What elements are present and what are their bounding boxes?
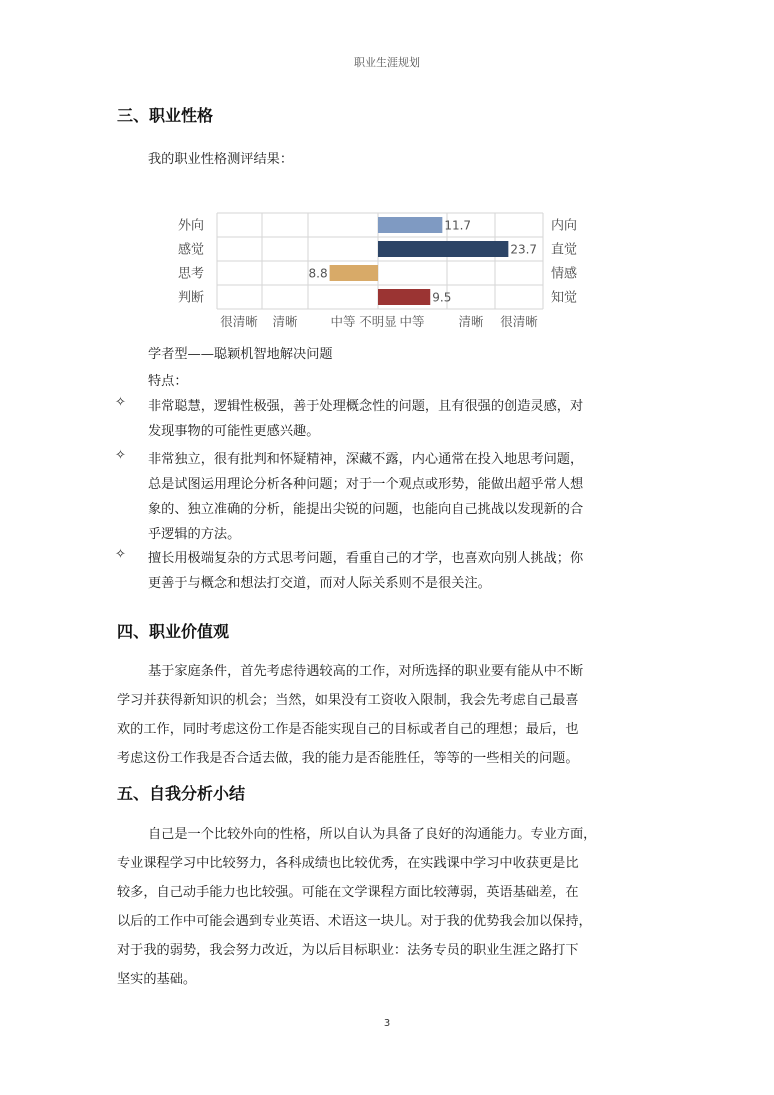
section-3-title: 三、职业性格 [117, 106, 214, 125]
left-trait-label: 外向 [178, 218, 205, 234]
left-trait-label: 思考 [178, 266, 205, 282]
chart-intro: 我的职业性格测评结果： [148, 152, 294, 167]
tick-label: 很清晰 [220, 314, 258, 329]
paragraph-line: 自己是一个比较外向的性格，所以自认为具备了良好的沟通能力。专业方面， [148, 827, 597, 842]
paragraph-line: 专业课程学习中比较努力，各科成绩也比较优秀，在实践课中学习中收获更是比 [117, 856, 579, 871]
tick-label: 很清晰 [500, 314, 538, 329]
bar [378, 289, 430, 305]
left-trait-label: 感觉 [178, 242, 205, 258]
bar [330, 265, 378, 281]
personality-chart [170, 205, 590, 335]
section-5-title: 五、自我分析小结 [117, 784, 246, 803]
bar-value-label: 11.7 [444, 218, 472, 233]
page-number: 3 [383, 1018, 391, 1029]
paragraph-line: 坚实的基础。 [117, 972, 197, 987]
paragraph-line: 基于家庭条件，首先考虑待遇较高的工作，对所选择的职业要有能从中不断 [148, 664, 584, 679]
bullet-line: 非常独立，很有批判和怀疑精神，深藏不露，内心通常在投入地思考问题， [148, 452, 584, 467]
bar-value-label: 9.5 [432, 290, 452, 305]
paragraph-line: 学习并获得新知识的机会；当然，如果没有工资收入限制，我会先考虑自己最喜 [117, 693, 579, 708]
features-label: 特点： [148, 374, 188, 389]
personality-type: 学者型——聪颖机智地解决问题 [148, 347, 333, 362]
right-trait-label: 直觉 [551, 242, 578, 258]
bullet-line: 乎逻辑的方法。 [148, 527, 241, 542]
bullet-marker-icon: ✧ [115, 395, 126, 410]
section-4-title: 四、职业价值观 [117, 622, 230, 641]
bar-value-label: 8.8 [308, 266, 328, 281]
tick-label: 清晰 [272, 314, 298, 329]
paragraph-line: 对于我的弱势，我会努力改近，为以后目标职业：法务专员的职业生涯之路打下 [117, 943, 579, 958]
bullet-marker-icon: ✧ [115, 448, 126, 463]
paragraph-line: 考虑这份工作我是否合适去做，我的能力是否能胜任，等等的一些相关的问题。 [117, 751, 579, 766]
tick-label: 清晰 [458, 314, 484, 329]
bullet-line: 非常聪慧，逻辑性极强，善于处理概念性的问题，且有很强的创造灵感，对 [148, 399, 584, 414]
right-trait-label: 情感 [551, 266, 578, 282]
bullet-line: 更善于与概念和想法打交道，而对人际关系则不是很关注。 [148, 576, 491, 591]
right-trait-label: 知觉 [551, 290, 578, 306]
bullet-line: 擅长用极端复杂的方式思考问题，看重自己的才学，也喜欢向别人挑战；你 [148, 551, 584, 566]
bar [378, 241, 508, 257]
bar [378, 217, 442, 233]
page-header: 职业生涯规划 [354, 56, 420, 69]
bullet-line: 发现事物的可能性更感兴趣。 [148, 424, 320, 439]
paragraph-line: 较多，自己动手能力也比较强。可能在文学课程方面比较薄弱，英语基础差，在 [117, 885, 579, 900]
right-trait-label: 内向 [551, 218, 578, 234]
tick-label: 中等 [399, 314, 425, 329]
paragraph-line: 欢的工作，同时考虑这份工作是否能实现自己的目标或者自己的理想；最后，也 [117, 722, 579, 737]
bar-value-label: 23.7 [510, 242, 538, 257]
tick-label: 中等 [330, 314, 356, 329]
bullet-line: 总是试图运用理论分析各种问题；对于一个观点或形势，能做出超乎常人想 [148, 477, 584, 492]
bullet-marker-icon: ✧ [115, 547, 126, 562]
tick-label: 不明显 [359, 314, 397, 329]
paragraph-line: 以后的工作中可能会遇到专业英语、术语这一块儿。对于我的优势我会加以保持， [117, 914, 592, 929]
left-trait-label: 判断 [178, 290, 205, 306]
bullet-line: 象的、独立准确的分析，能提出尖锐的问题，也能向自己挑战以发现新的合 [148, 502, 584, 517]
